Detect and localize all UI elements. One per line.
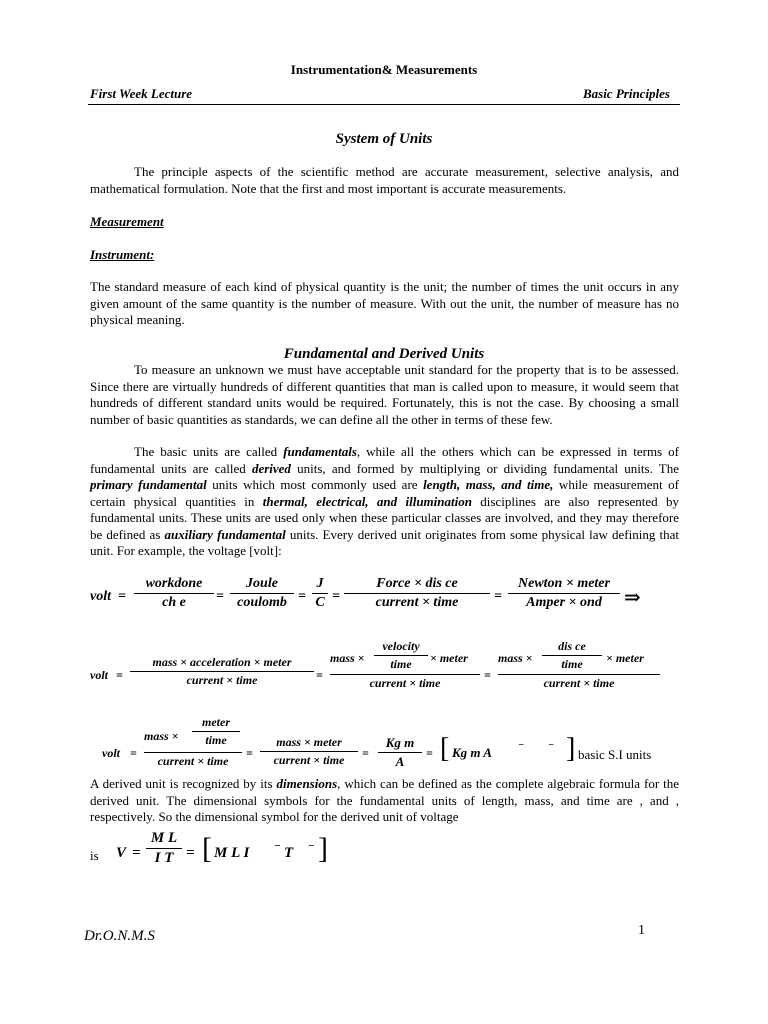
header-course-title: Instrumentation& Measurements <box>290 62 478 77</box>
equation-3: volt = mass × meter time current × time = mass × meter current × time = Kg m A = [ Kg m A − − ] basic S.I units <box>102 715 652 769</box>
footer-author: Dr.O.N.M.S <box>84 928 155 944</box>
dimension-paragraph: A derived unit is recognized by its dimensions, which can be defined as the complete algebraic formula for the derived unit. The dimensional symbols for the fundamental units of length, mass, and time are , and , respectively. So the dimensional symbol for the derived unit of voltage <box>90 776 679 824</box>
equation-4: is V = M L I T = [ M L I − T − ] <box>90 830 328 866</box>
term-disciplines: thermal, electrical, and illumination <box>262 493 472 509</box>
implies-arrow: ⇒ <box>624 587 641 609</box>
equation-1: volt = workdone ch e = Joule coulomb = J C = Force × dis ce current × time = Newton × meter Amper × ond ⇒ <box>90 576 641 610</box>
equation-2: volt = mass × acceleration × meter current × time = mass × velocity time × meter current × time = mass × dis ce time × meter current × time <box>88 639 688 699</box>
fundamental-paragraph-2: The basic units are called fundamentals, while all the others which can be expressed in terms of fundamental units are called derived units, and formed by multiplying or dividing fundamental units. The primary fundamental units which most commonly used are length, mass, and time, while measurement of certain physical quantities in thermal, electrical, and illumination disciplines are also represented by fundamental units. These units are used only when these particular classes are involved, and they may therefore be defined as auxiliary fundamental units. Every derived unit originates from some physical law defining that unit. For example, the voltage [volt]: <box>90 444 680 558</box>
term-dimensions: dimensions <box>276 776 338 791</box>
intro-paragraph: The principle aspects of the scientific method are accurate measurement, selective analysis, and mathematical formulation. Note that the first and most important is accurate measurements. <box>90 164 679 196</box>
term-auxiliary: auxiliary fundamental <box>164 526 286 542</box>
term-primary: primary fundamental <box>90 477 207 492</box>
unit-paragraph: The standard measure of each kind of physical quantity is the unit; the number of times the unit occurs in any given amount of the same quantity is the number of measure. With out the unit, the number of measure has no physical meaning. <box>90 279 679 327</box>
page-number: 1 <box>638 923 645 938</box>
term-derived: derived <box>251 460 291 476</box>
heading-measurement: Measurement <box>90 214 164 229</box>
fundamental-paragraph-1: To measure an unknown we must have acceptable unit standard for the property that is to be assessed. Since there are virtually hundreds of different quantities that man is called upon to measure, it would seem that hundreds of different standard units would be required. Fortunately, this is not the case. By choosing a small number of basic quantities as standards, we can define all the other in terms of these few. <box>90 362 679 427</box>
header-divider <box>88 104 680 105</box>
term-fundamentals: fundamentals <box>283 444 357 459</box>
header-lecture: First Week Lecture <box>90 86 193 101</box>
heading-instrument: Instrument: <box>90 247 155 262</box>
header-topic: Basic Principles <box>582 86 670 101</box>
si-units-note: basic S.I units <box>578 747 652 762</box>
term-lmt: length, mass, and time, <box>423 477 554 492</box>
section-title-fundamental: Fundamental and Derived Units <box>283 346 485 362</box>
page-title: System of Units <box>335 131 433 147</box>
